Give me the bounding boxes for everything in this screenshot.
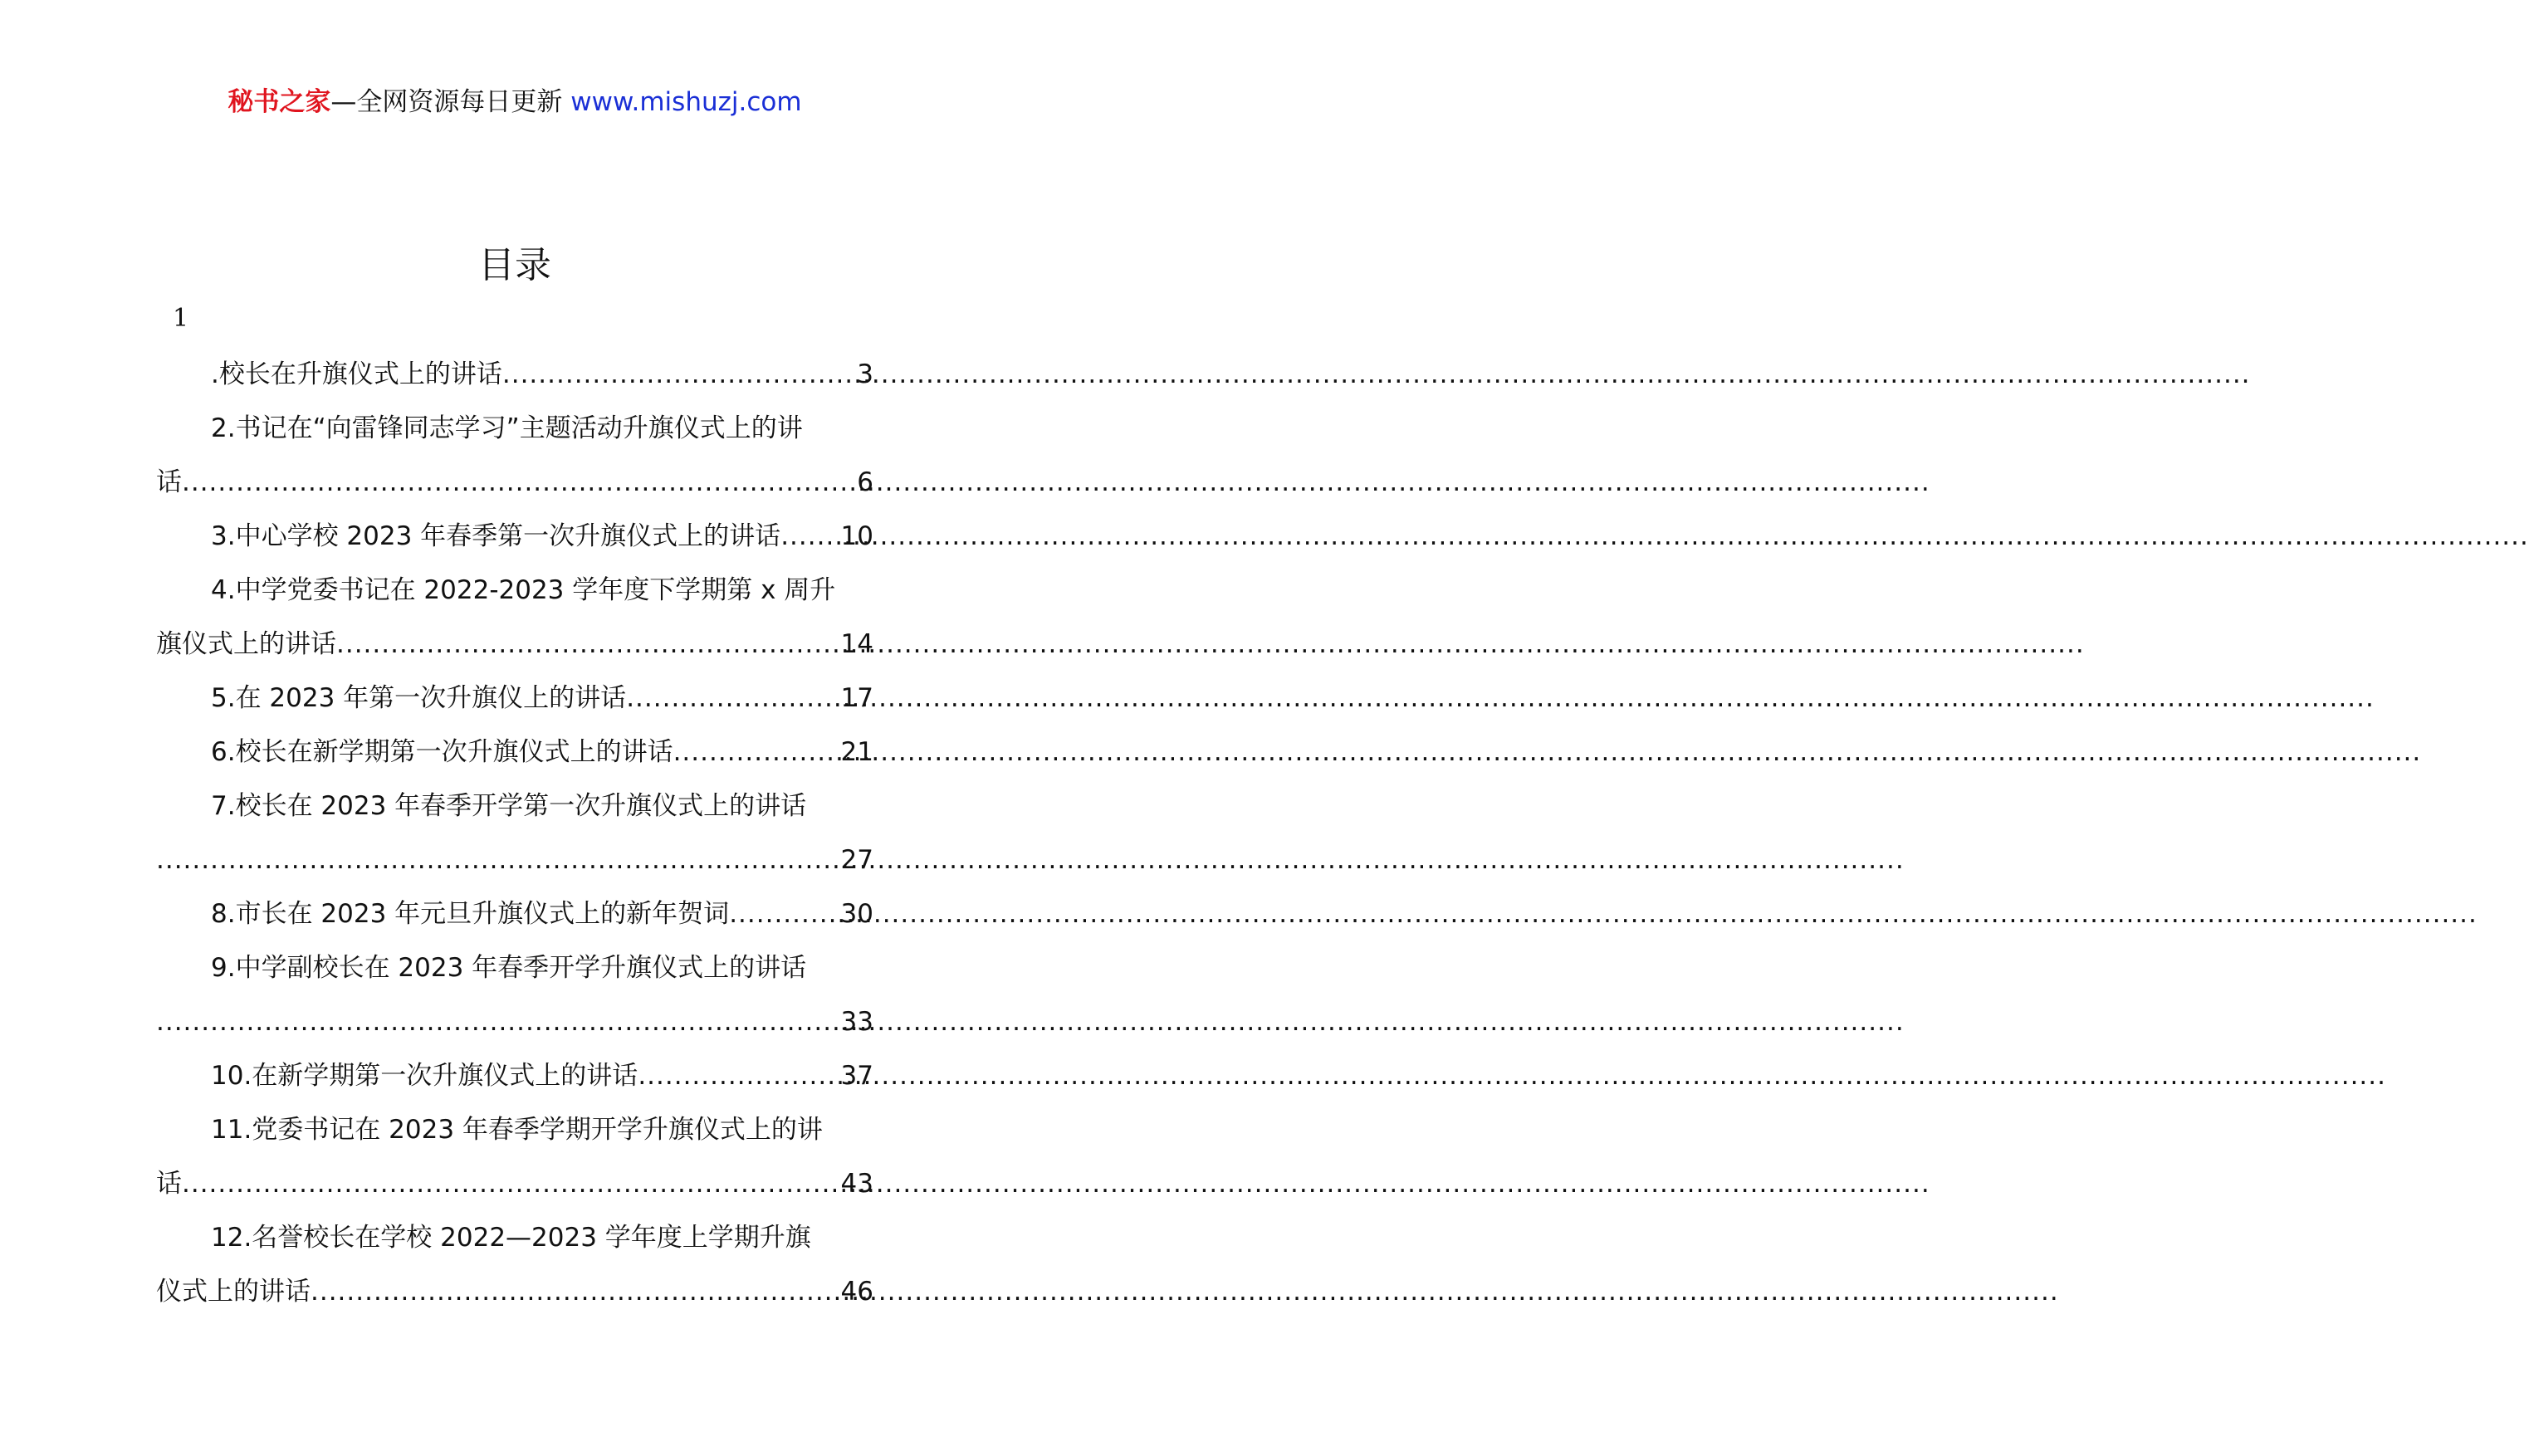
toc-line bbox=[156, 1211, 873, 1265]
toc-entry-title-cont: 话 bbox=[156, 1169, 182, 1199]
toc-page-number: 46 bbox=[840, 1277, 873, 1307]
dot-leader bbox=[156, 833, 839, 887]
banner-tagline: —全网资源每日更新 bbox=[330, 87, 571, 117]
toc-entry-12[interactable] bbox=[156, 1211, 873, 1319]
toc-page-number: 10 bbox=[840, 521, 873, 551]
toc-line bbox=[156, 1265, 873, 1319]
toc-entry-title: 11.党委书记在 2023 年春季学期开学升旗仪式上的讲 bbox=[211, 1115, 823, 1145]
dot-leader bbox=[626, 672, 839, 726]
toc-line bbox=[156, 510, 873, 564]
toc-entry-4[interactable] bbox=[156, 564, 873, 672]
toc-page-number: 14 bbox=[840, 629, 873, 659]
toc-page-number: 21 bbox=[840, 737, 873, 767]
toc-entry-10[interactable] bbox=[156, 1049, 873, 1103]
toc-entry-title: 12.名誉校长在学校 2022—2023 学年度上学期升旗 bbox=[211, 1223, 811, 1253]
toc-entry-title-cont: 仪式上的讲话 bbox=[156, 1277, 311, 1307]
toc-page-number: 37 bbox=[840, 1061, 873, 1091]
toc-entry-1[interactable] bbox=[156, 348, 873, 402]
toc-page-number: 17 bbox=[840, 683, 873, 713]
toc-entry-11[interactable] bbox=[156, 1103, 873, 1211]
toc-entry-title: 9.中学副校长在 2023 年春季开学升旗仪式上的讲话 bbox=[211, 953, 807, 983]
toc-entry-9[interactable] bbox=[156, 941, 873, 1049]
toc-line bbox=[156, 887, 873, 941]
toc-entry-2[interactable] bbox=[156, 402, 873, 510]
dot-leader bbox=[182, 456, 855, 510]
toc-page-number: 43 bbox=[840, 1169, 873, 1199]
toc-line bbox=[156, 402, 873, 456]
dot-leader bbox=[502, 348, 855, 402]
dot-leader bbox=[156, 995, 839, 1049]
page-number: 1 bbox=[173, 304, 189, 333]
toc-entry-title: 2.书记在“向雷锋同志学习”主题活动升旗仪式上的讲 bbox=[211, 413, 803, 443]
page-title: 目录 bbox=[478, 244, 551, 286]
site-url-link[interactable]: www.mishuzj.com bbox=[570, 87, 802, 117]
toc-page-number: 33 bbox=[840, 1007, 873, 1037]
toc-entry-7[interactable] bbox=[156, 779, 873, 887]
toc-line bbox=[156, 1157, 873, 1211]
toc-entry-title-cont: 旗仪式上的讲话 bbox=[156, 629, 336, 659]
toc-entry-title-cont: 话 bbox=[156, 467, 182, 497]
dot-leader bbox=[336, 618, 839, 672]
toc-line bbox=[156, 941, 873, 995]
toc-line bbox=[156, 1049, 873, 1103]
toc-page-number: 3 bbox=[857, 359, 873, 389]
toc-entry-3[interactable] bbox=[156, 510, 873, 564]
dot-leader bbox=[182, 1157, 839, 1211]
toc-line bbox=[156, 995, 873, 1049]
dot-leader bbox=[673, 726, 839, 779]
toc-entry-title: 10.在新学期第一次升旗仪式上的讲话 bbox=[211, 1061, 638, 1091]
toc-entry-title: 4.中学党委书记在 2022-2023 学年度下学期第 x 周升 bbox=[211, 575, 836, 605]
toc-line bbox=[156, 726, 873, 779]
dot-leader bbox=[780, 510, 839, 564]
toc-entry-8[interactable] bbox=[156, 887, 873, 941]
toc-line bbox=[156, 564, 873, 618]
toc-entry-title: 5.在 2023 年第一次升旗仪上的讲话 bbox=[211, 683, 627, 713]
toc-line bbox=[156, 672, 873, 726]
toc-entry-title: 6.校长在新学期第一次升旗仪式上的讲话 bbox=[211, 737, 673, 767]
toc-page-number: 30 bbox=[840, 899, 873, 929]
toc-entry-5[interactable] bbox=[156, 672, 873, 726]
toc-line bbox=[156, 833, 873, 887]
brand-name: 秘书之家 bbox=[227, 87, 331, 117]
toc-line bbox=[156, 348, 873, 402]
toc-entry-title: .校长在升旗仪式上的讲话 bbox=[211, 359, 502, 389]
toc-line bbox=[156, 1103, 873, 1157]
site-banner bbox=[0, 83, 1030, 121]
dot-leader bbox=[638, 1049, 839, 1103]
table-of-contents bbox=[156, 348, 873, 1319]
toc-entry-6[interactable] bbox=[156, 726, 873, 779]
dot-leader bbox=[729, 887, 839, 941]
toc-line bbox=[156, 618, 873, 672]
toc-line bbox=[156, 779, 873, 833]
toc-line bbox=[156, 456, 873, 510]
toc-page-number: 27 bbox=[840, 845, 873, 875]
toc-entry-title: 7.校长在 2023 年春季开学第一次升旗仪式上的讲话 bbox=[211, 791, 807, 821]
toc-entry-title: 8.市长在 2023 年元旦升旗仪式上的新年贺词 bbox=[211, 899, 730, 929]
toc-entry-title: 3.中心学校 2023 年春季第一次升旗仪式上的讲话 bbox=[211, 521, 781, 551]
toc-page-number: 6 bbox=[857, 467, 873, 497]
dot-leader bbox=[311, 1265, 839, 1319]
